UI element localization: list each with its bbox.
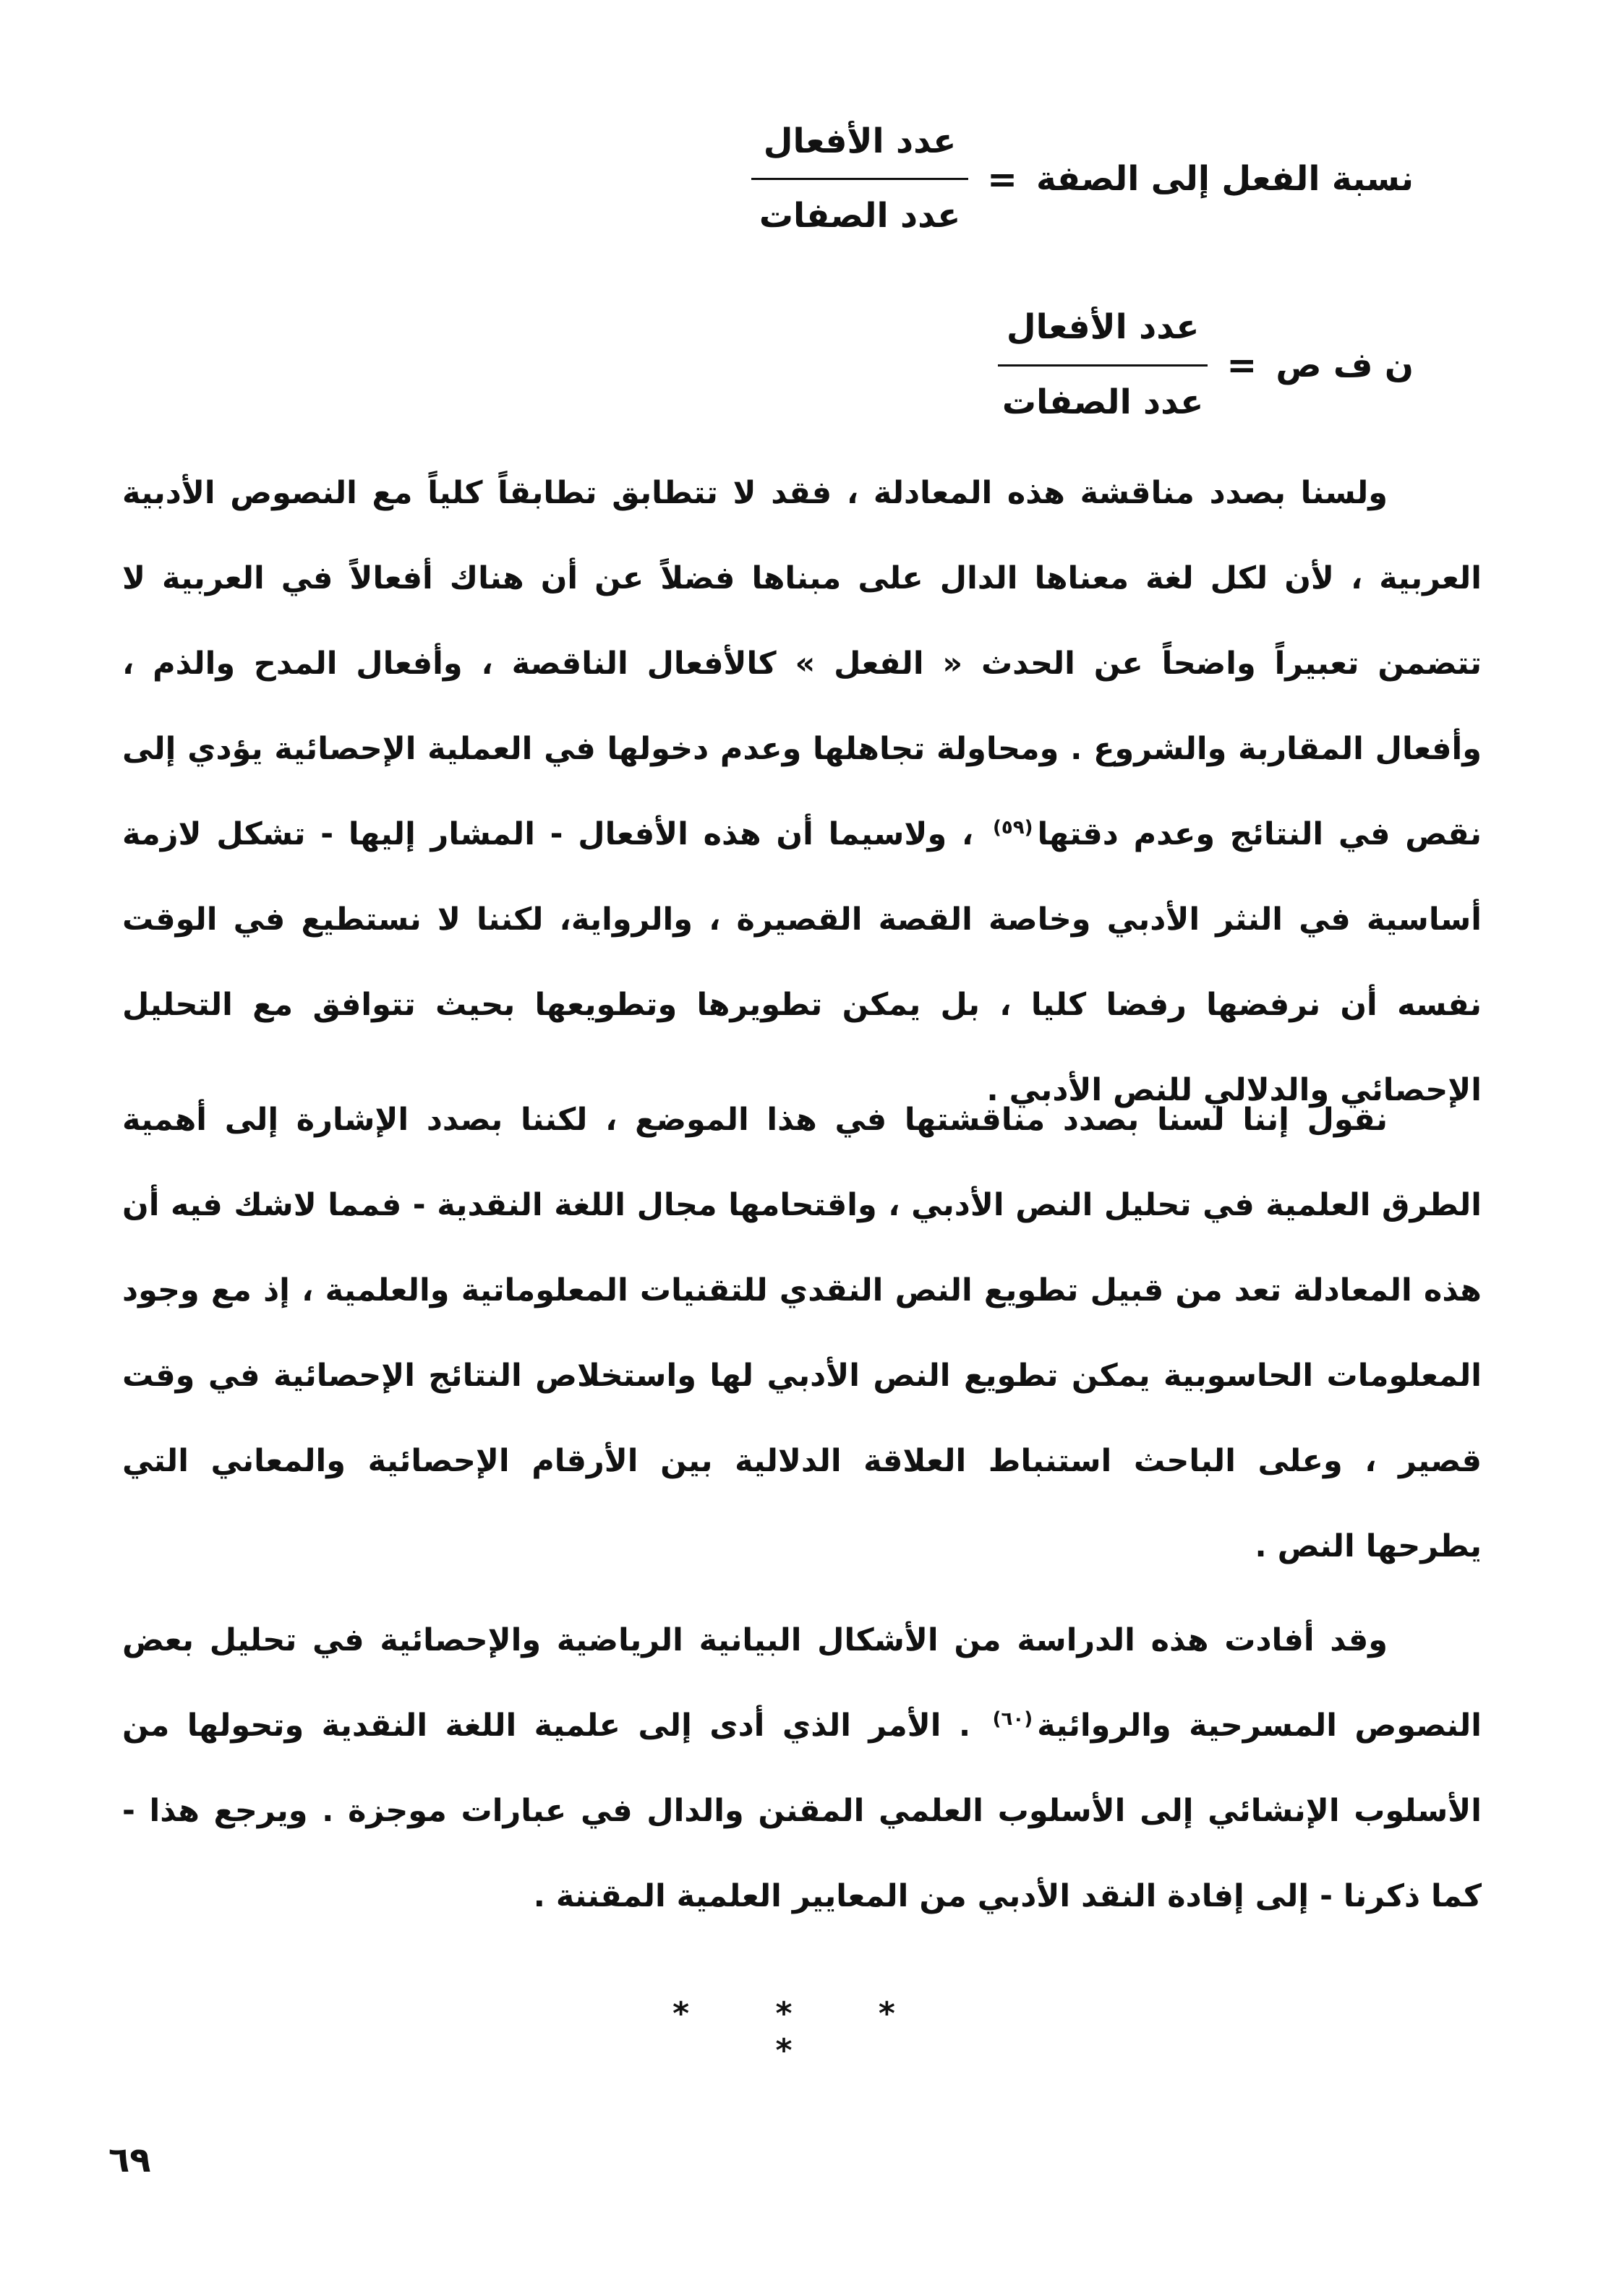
fraction-numerator: عدد الأفعال [1006, 307, 1200, 348]
fraction-bar [998, 364, 1208, 367]
footnote-reference: (٥٩) [993, 816, 1033, 839]
fraction-bar [751, 178, 968, 180]
paragraph-text: نقول إننا لسنا بصدد مناقشتها في هذا الموضع ، لكننا بصدد الإشارة إلى أهمية الطرق العلمية في تحليل النص الأدبي ، واقتحامها مجال اللغة النقدية - فمما لاشك فيه أن هذه المعادلة تعد من قبيل تطويع النص النقدي للتقنيات المعلوماتية والعلمية ، إذ مع وجود المعلومات الحاسوبية يمكن تطويع النص الأدبي لها واستخلاص النتائج الإحصائية في وقت قصير ، وعلى الباحث استنباط العلاقة الدلالية بين الأرقام الإحصائية والمعاني التي يطرحها النص . [122, 1102, 1482, 1564]
fraction-denominator: عدد الصفات [759, 196, 961, 236]
section-separator: * * * * [672, 1995, 933, 2069]
paragraph-text: وقد أفادت هذه الدراسة من الأشكال البيانية الرياضية والإحصائية في تحليل بعض النصوص المسرحية والروائية [122, 1622, 1482, 1744]
equals-sign: = [1226, 344, 1257, 386]
page-number: ٦٩ [108, 2140, 151, 2180]
paragraph-scientific-methods [122, 1077, 1482, 1589]
fraction-denominator: عدد الصفات [1001, 382, 1204, 422]
formula-label: ن ف ص [1276, 345, 1414, 385]
footnote-reference: (٦٠) [992, 1708, 1033, 1730]
formula-label: نسبة الفعل إلى الصفة [1035, 159, 1414, 199]
paragraph-equation-discussion [122, 450, 1482, 1133]
formula-verb-adjective-ratio [751, 101, 1414, 257]
paragraph-text: ، ولاسيما أن هذه الأفعال - المشار إليها - تشكل لازمة أساسية في النثر الأدبي وخاصة القصة القصيرة ، والرواية، لكننا لا نستطيع في الوقت نفسه أن نرفضها رفضا كليا ، بل يمكن تطويرها وتطويعها بحيث تتوافق مع التحليل الإحصائي والدلالي للنص الأدبي . [122, 816, 1482, 1108]
paragraph-text: ولسنا بصدد مناقشة هذه المعادلة ، فقد لا تتطابق تطابقاً كلياً مع النصوص الأدبية العربية ، لأن لكل لغة معناها الدال على مبناها فضلاً عن أن هناك أفعالاً في العربية لا تتضمن تعبيراً واضحاً عن الحدث « الفعل » كالأفعال الناقصة ، وأفعال المدح والذم ، وأفعال المقاربة والشروع . ومحاولة تجاهلها وعدم دخولها في العملية الإحصائية يؤدي إلى نقص في النتائج وعدم دقتها [122, 475, 1482, 852]
fraction [751, 121, 968, 237]
paragraph-text: . الأمر الذي أدى إلى علمية اللغة النقدية وتحولها من الأسلوب الإنشائي إلى الأسلوب العلمي المقنن والدال في عبارات موجزة . ويرجع هذا - كما ذكرنا - إلى إفادة النقد الأدبي من المعايير العلمية المقننة . [122, 1708, 1482, 1914]
fraction [998, 307, 1208, 423]
fraction-numerator: عدد الأفعال [763, 121, 957, 161]
formula-abbreviated [998, 289, 1414, 441]
paragraph-study-benefits [122, 1598, 1482, 1939]
equals-sign: = [987, 158, 1017, 200]
